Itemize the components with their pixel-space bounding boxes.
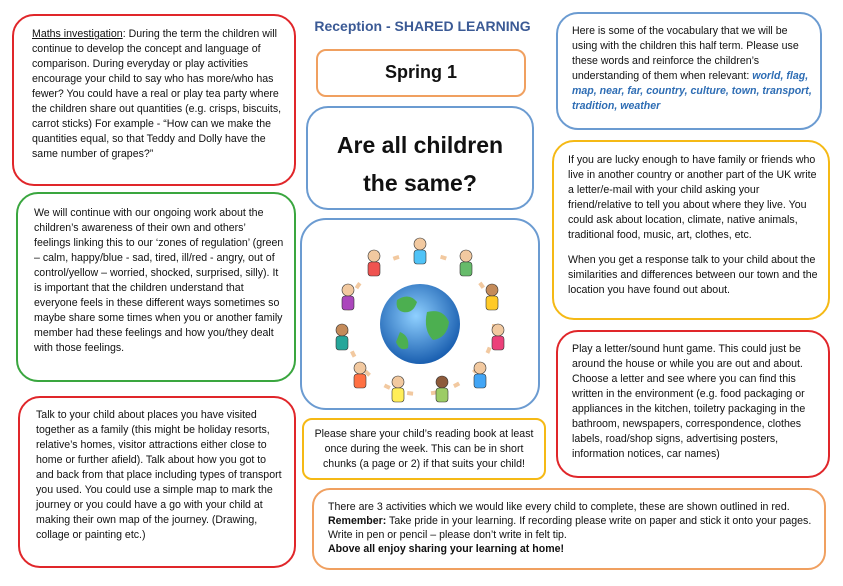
reading-body: Please share your child’s reading book at least once during the week. This can be in short chunks (a page or 2) if that suits your child! (314, 428, 534, 470)
activities-line-1: There are 3 activities which we would like every child to complete, these are shown outlined in red. (328, 501, 790, 513)
remember-label: Remember: (328, 515, 387, 527)
sound-hunt-box (556, 330, 830, 478)
reading-box (302, 418, 546, 480)
vocabulary-intro: Here is some of the vocabulary that we will be using with the children this half term. Please use these words and reinforce the children’s understanding of them when relevant: (572, 25, 799, 82)
maths-body: : During the term the children will continue to develop the concept and language of comparison. During everyday or play activities encourage your child to say who has more/who has fewer? You could have a real or play tea party where the children share out quantities (e.g. crisps, biscuits, carrot sticks) For example - “How can we make the quantities equal, so that Teddy and Dolly have the same number of grapes?” (32, 28, 282, 160)
vocabulary-words: world, flag, map, near, far, country, culture, town, transport, tradition, weather (572, 70, 812, 112)
activities-box (312, 488, 826, 570)
maths-investigation-box (12, 14, 296, 186)
emotions-box (16, 192, 296, 382)
question-text: Are all children the same? (336, 132, 504, 196)
sound-hunt-body: Play a letter/sound hunt game. This could just be around the house or while you are out and about. Choose a letter and see where you can find this written in the environment (e.g. food packaging or appliances in the kitchen, toiletry packaging in the bathroom, newspapers, correspondence, clothes labels, road/shop signs, advertising posters, information notices, car names) (572, 343, 806, 460)
term-label: Spring 1 (384, 62, 457, 82)
maths-heading: Maths investigation (32, 28, 123, 40)
question-box (306, 106, 534, 210)
term-box (316, 49, 526, 97)
letter-para-1: If you are lucky enough to have family or friends who live in another country or another part of the UK write a letter/e-mail with your child asking your friend/relative to tell you about where they live. You could ask about location, climate, native animals, traditional food, music, art, clothes, etc. (568, 154, 817, 241)
emotions-body: We will continue with our ongoing work about the children’s awareness of their own and others’ feelings linking this to our ‘zones of regulation’ (green – calm, happy/blue - sad, tired, ill/red - angry, out of control/yellow – worried, shocked, surprised, silly). It is important that the children understand that everyone feels in these different ways sometimes so maybe share some times when you or another family member had these feelings and how you/they dealt with those feelings. (34, 207, 284, 354)
illustration-box (300, 218, 540, 410)
letter-box (552, 140, 830, 320)
remember-text: Take pride in your learning. If recording please write on paper and stick it onto your pages. Write in pen or pencil – please don’t write in felt tip. (328, 515, 812, 541)
letter-para-2: When you get a response talk to your child about the similarities and differences between our town and the location you have found out about. (568, 254, 818, 296)
places-body: Talk to your child about places you have visited together as a family (this might be holiday resorts, relative’s homes, visitor attractions either close to home or further afield). Talk about how you got to and back from that place including types of transport you used. You could use a simple map to mark the journey or you could have a go with your child at making their own map of the journey. (Drawing, collage or painting etc.) (36, 409, 282, 541)
children-around-globe-icon (302, 220, 538, 408)
page-title: Reception - SHARED LEARNING (314, 18, 531, 34)
vocabulary-box (556, 12, 822, 130)
places-box (18, 396, 296, 568)
closing-line: Above all enjoy sharing your learning at home! (328, 543, 565, 555)
